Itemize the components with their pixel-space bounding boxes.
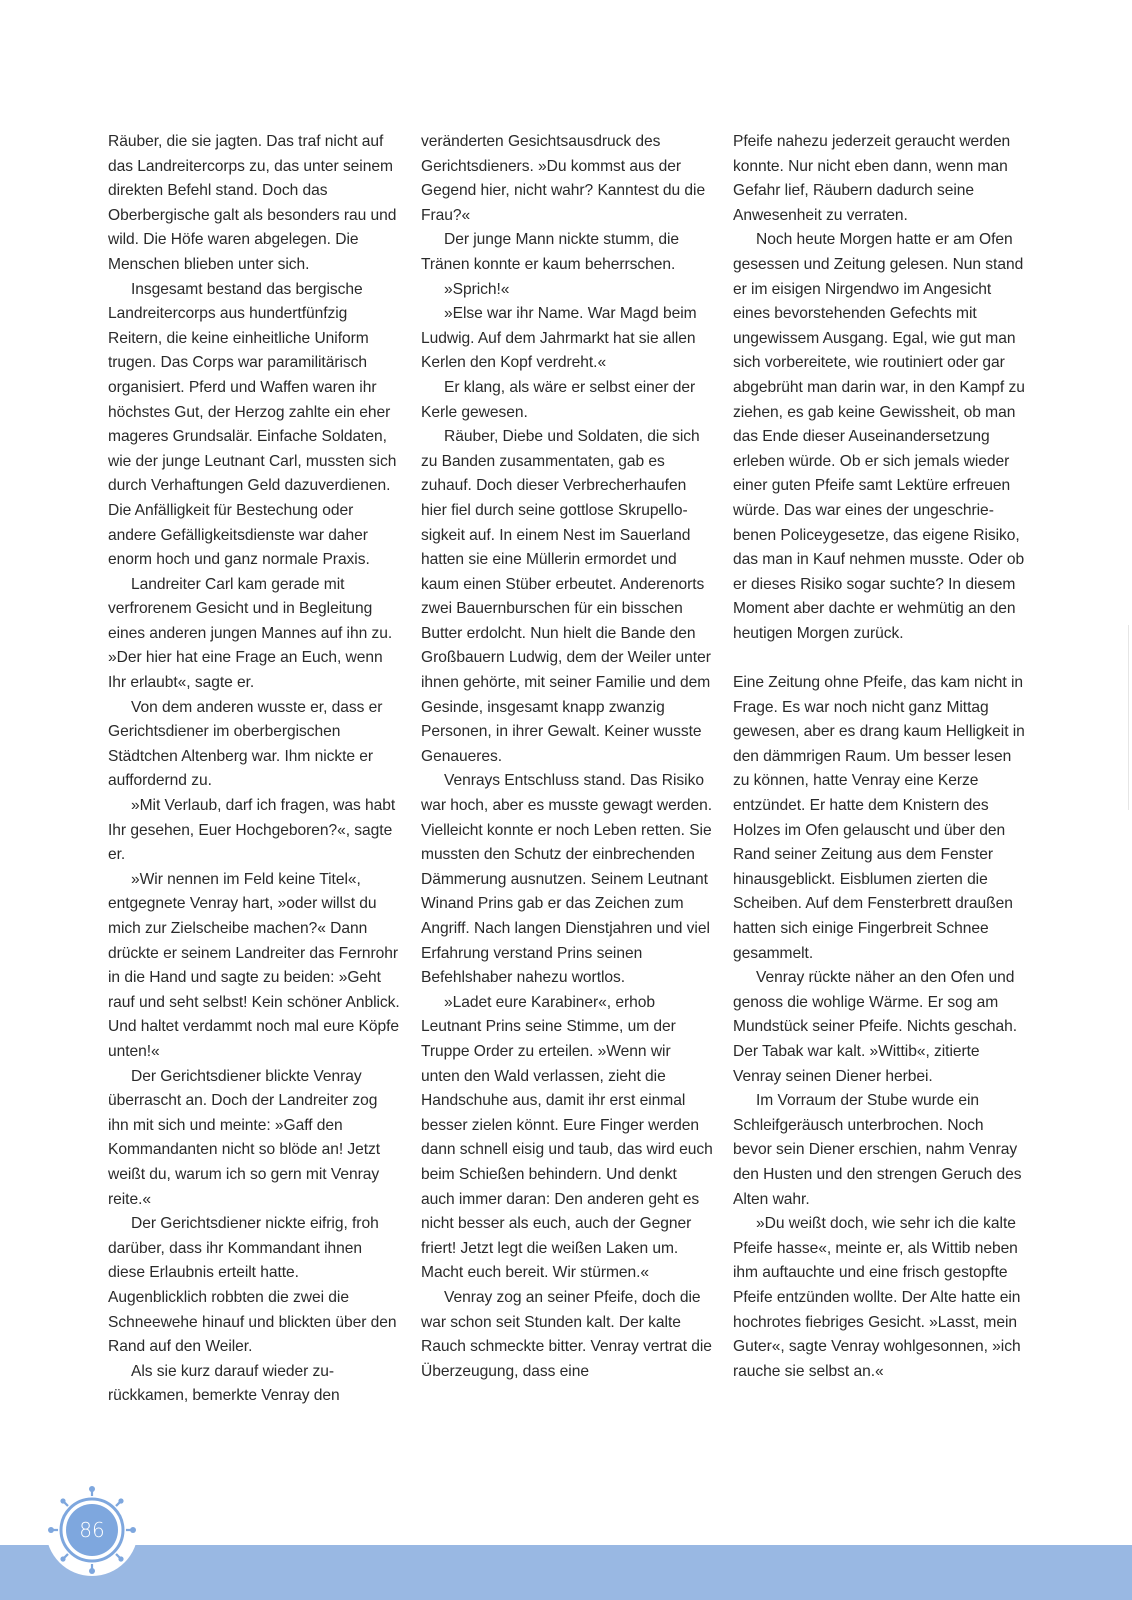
paragraph: Venray rückte näher an den Ofen und genoss die wohlige Wärme. Er sog am Mundstück seiner Pfeife. Nichts geschah. Der Tabak war kalt. »Wittib«, zitierte Venray seinen Diener herbei. (733, 969, 1018, 1085)
page-number: 86 (79, 1518, 105, 1542)
paragraph: Eine Zeitung ohne Pfeife, das kam nicht in Frage. Es war noch nicht ganz Mittag gewesen, aber es drang kaum Helligkeit in den dämmrigen Raum. Um besser lesen zu können, hatte Venray eine Kerze entzündet. Er hatte dem Knistern des Holzes im Ofen gelauscht und über den Rand seiner Zeitung aus dem Fenster hinausgeblickt. Eisblumen zierten die Scheiben. Auf dem Fensterbrett draußen hatten sich einige Fingerbreit Schnee gesammelt. (733, 674, 1025, 962)
paragraph: Er klang, als wäre er selbst einer der Kerle gewesen. (421, 378, 696, 421)
paragraph: Venray zog an seiner Pfeife, doch die war schon seit Stunden kalt. Der kalte Rauch schmeckte bitter. Venray vertrat die Überzeugung, dass eine (421, 1288, 712, 1380)
paragraph: »Sprich!« (444, 280, 510, 298)
paragraph: Venrays Entschluss stand. Das Risiko war hoch, aber es musste gewagt werden. Vielleicht konnte er noch Leben retten. Sie mussten den Schutz der einbrechenden Dämmerung ausnutzen. Seinem Leutnant Winand Prins gab er das Zeichen zum Angriff. Nach langen Dienstjahren und viel Erfahrung verstand Prins seinen Befehlshaber nahezu wortlos. (421, 772, 713, 987)
text-column-2 (421, 130, 713, 1384)
text-column-1 (108, 130, 400, 1409)
paragraph: Im Vorraum der Stube wurde ein Schleifgeräusch unterbrochen. Noch bevor sein Diener erschien, nahm Venray den Husten und den strengen Geruch des Alten wahr. (733, 1092, 1022, 1208)
text-column-3 (733, 130, 1025, 1384)
paragraph: »Wir nennen im Feld keine Titel«, entgegnete Venray hart, »oder willst du mich zur Zielscheibe machen?« Dann drückte er seinem Landreiter das Fernrohr in die Hand und sagte zu beiden: »Geht rauf und seht selbst! Kein schöner Anblick. Und haltet verdammt noch mal eure Köpfe unten!« (108, 870, 400, 1060)
paragraph: »Ladet eure Karabiner«, erhob Leutnant Prins seine Stimme, um der Truppe Order zu erteilen. »Wenn wir unten den Wald verlassen, zieht die Handschuhe aus, damit ihr erst einmal besser zielen könnt. Eure Finger werden dann schnell eisig und taub, das wird euch beim Schießen behindern. Und denkt auch immer daran: Den anderen geht es nicht besser als euch, auch der Gegner friert! Jetzt legt die weißen Laken um. Macht euch bereit. Wir stürmen.« (421, 993, 713, 1282)
paragraph: Räuber, die sie jagten. Das traf nicht auf das Landreitercorps zu, das unter seinem direkten Befehl stand. Doch das Oberbergische galt als besonders rau und wild. Die Höfe waren abgelegen. Die Menschen blieben unter sich. (108, 133, 397, 273)
paragraph: »Du weißt doch, wie sehr ich die kalte Pfeife hasse«, meinte er, als Wittib neben ihm auftauchte und eine frisch gestopfte Pfeife entzünden wollte. Der Alte hatte ein hochrotes fiebriges Gesicht. »Lasst, mein Guter«, sagte Venray wohlgesonnen, »ich rauche sie selbst an.« (733, 1215, 1021, 1380)
paragraph: Als sie kurz darauf wieder zurückkamen, bemerkte Venray den (108, 1362, 340, 1405)
paragraph: Räuber, Diebe und Soldaten, die sich zu Banden zusammentaten, gab es zuhauf. Doch dieser Verbrecherhaufen hier fiel durch seine gottlose Skrupellosigkeit auf. In einem Nest im Sauerland hatten sie eine Müllerin ermordet und kaum einen Stüber erbeutet. Anderenorts zwei Bauernburschen für ein bisschen Butter erdolcht. Nun hielt die Bande den Großbauern Ludwig, dem der Weiler unter ihnen gehörte, mit seiner Familie und dem Gesinde, insgesamt knapp zwanzig Personen, in ihrer Gewalt. Keiner wusste Genaueres. (421, 428, 711, 765)
paragraph: Der Gerichtsdiener blickte Venray überrascht an. Doch der Landreiter zog ihn mit sich und meinte: »Gaff den Kommandanten nicht so blöde an! Jetzt weißt du, warum ich so gern mit Venray reite.« (108, 1067, 381, 1208)
paragraph: »Else war ihr Name. War Magd beim Ludwig. Auf dem Jahrmarkt hat sie allen Kerlen den Kopf verdreht.« (421, 305, 697, 372)
paragraph: Von dem anderen wusste er, dass er Gerichtsdiener im oberbergischen Städtchen Altenberg war. Ihm nickte er auffordernd zu. (108, 698, 383, 790)
footer-band (0, 1545, 1132, 1600)
page-edge-line (1128, 625, 1129, 810)
paragraph: Landreiter Carl kam gerade mit verfrorenem Gesicht und in Begleitung eines anderen jungen Mannes auf ihn zu. »Der hier hat eine Frage an Euch, wenn Ihr erlaubt«, sagte er. (108, 575, 393, 692)
paragraph: veränderten Gesichtsausdruck des Gerichtsdieners. »Du kommst aus der Gegend hier, nicht wahr? Kanntest du die Frau?« (421, 133, 706, 224)
paragraph: Der junge Mann nickte stumm, die Tränen konnte er kaum beherrschen. (421, 231, 680, 273)
paragraph: Pfeife nahezu jederzeit geraucht werden konnte. Nur nicht eben dann, wenn man Gefahr lief, Räubern dadurch seine Anwesenheit zu verraten. (733, 133, 1011, 224)
paragraph: Noch heute Morgen hatte er am Ofen gesessen und Zeitung gelesen. Nun stand er im eisigen Nirgendwo im Angesicht eines bevorstehenden Gefechts mit ungewissem Ausgang. Egal, wie gut man sich vorbereitete, wie routiniert oder gar abgebrüht man darin war, in den Kampf zu ziehen, es gab keine Gewissheit, ob man das Ende dieser Auseinandersetzung erleben würde. Ob er sich jemals wieder einer guten Pfeife samt Lektüre erfreuen würde. Das war eines der ungeschriebenen Policeygesetze, das eigene Risiko, das man in Kauf nehmen musste. Oder ob er dieses Risiko sogar suchte? In diesem Moment aber dachte er wehmütig an den heutigen Morgen zurück. (733, 231, 1025, 642)
paragraph: Der Gerichtsdiener nickte eifrig, froh darüber, dass ihr Kommandant ihnen diese Erlaubnis erteilt hatte. Augenblicklich robbten die zwei die Schneewehe hinauf und blickten über den Rand auf den Weiler. (108, 1215, 397, 1356)
paragraph: Insgesamt bestand das bergische Landreitercorps aus hundertfünfzig Reitern, die keine einheitliche Uniform trugen. Das Corps war paramilitärisch organisiert. Pferd und Waffen waren ihr höchstes Gut, der Herzog zahlte ein eher mageres Grundsalär. Einfache Soldaten, wie der junge Leutnant Carl, mussten sich durch Verhaftungen Geld dazuverdienen. Die Anfälligkeit für Bestechung oder andere Gefälligkeitsdienste war daher enorm hoch und ganz normale Praxis. (108, 280, 397, 569)
paragraph: »Mit Verlaub, darf ich fragen, was habt Ihr gesehen, Euer Hochgeboren?«, sagte er. (108, 797, 396, 864)
